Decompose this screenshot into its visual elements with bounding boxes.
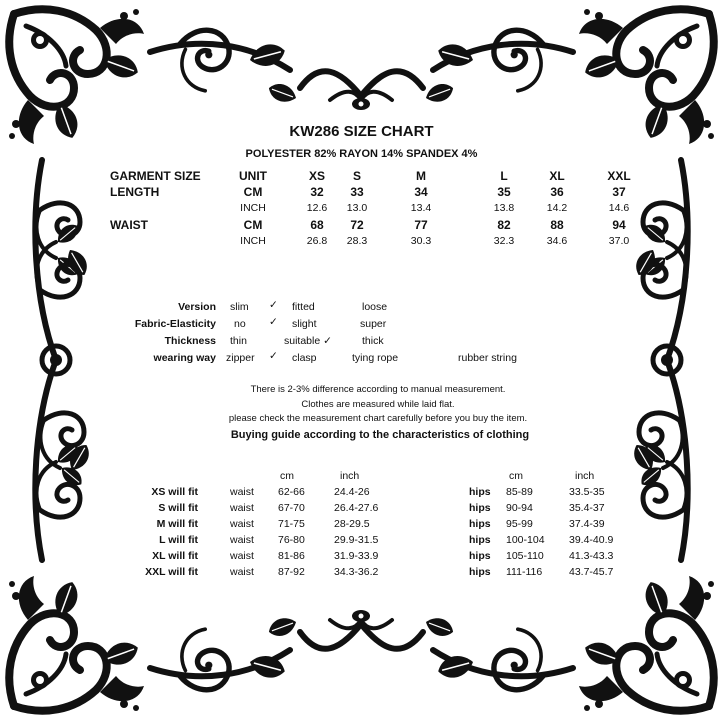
header-hips-cm: cm <box>509 470 523 482</box>
attr-option: rubber string <box>458 352 517 364</box>
cell-value: 32.3 <box>493 235 515 247</box>
attr-label-version: Version <box>178 301 216 313</box>
row-unit: INCH <box>240 235 266 247</box>
cell-value: 34.6 <box>546 235 568 247</box>
fabric-composition: POLYESTER 82% RAYON 14% SPANDEX 4% <box>245 148 478 160</box>
fit-waist-inch: 31.9-33.9 <box>334 550 379 562</box>
fit-size-label: L will fit <box>159 534 198 546</box>
header-size-s: S <box>352 169 361 183</box>
fit-hips-inch: 33.5-35 <box>569 486 605 498</box>
note-line: Clothes are measured while laid flat. <box>301 399 455 410</box>
fit-waist-inch: 28-29.5 <box>334 518 370 530</box>
check-mark-icon: ✓ <box>269 299 278 311</box>
fit-hips-inch: 35.4-37 <box>569 502 605 514</box>
chart-title: KW286 SIZE CHART <box>289 123 434 140</box>
fit-waist-inch: 29.9-31.5 <box>334 534 379 546</box>
attr-option: thin <box>230 335 247 347</box>
cell-value: 32 <box>310 185 324 199</box>
cell-value: 30.3 <box>410 235 432 247</box>
cell-value: 36 <box>550 185 564 199</box>
fit-hips-label: hips <box>469 550 491 562</box>
header-hips-inch: inch <box>575 470 595 482</box>
cell-value: 88 <box>550 218 564 232</box>
header-size-xxl: XXL <box>607 169 631 183</box>
fit-size-label: XS will fit <box>151 486 198 498</box>
fit-hips-cm: 111-116 <box>506 566 543 578</box>
attr-option: thick <box>362 335 384 347</box>
cell-value: 33 <box>350 185 364 199</box>
fit-waist-label: waist <box>230 534 254 546</box>
fit-hips-label: hips <box>469 534 491 546</box>
attr-option: zipper <box>226 352 255 364</box>
header-unit: UNIT <box>239 169 267 183</box>
cell-value: 34 <box>414 185 428 199</box>
row-unit: INCH <box>240 202 266 214</box>
check-mark-icon: ✓ <box>269 350 278 362</box>
fit-size-label: S will fit <box>158 502 198 514</box>
attr-label-fabric-elasticity: Fabric-Elasticity <box>134 318 216 330</box>
fit-waist-label: waist <box>230 502 254 514</box>
fit-size-label: XXL will fit <box>145 566 198 578</box>
header-garment-size: GARMENT SIZE <box>110 169 201 183</box>
attr-option: tying rope <box>352 352 399 364</box>
fit-waist-label: waist <box>230 518 254 530</box>
fit-waist-cm: 87-92 <box>278 566 305 578</box>
cell-value: 68 <box>310 218 324 232</box>
row-label-waist: WAIST <box>110 218 148 232</box>
header-size-m: M <box>416 169 426 183</box>
fit-size-label: XL will fit <box>152 550 198 562</box>
cell-value: 94 <box>612 218 626 232</box>
attr-label-thickness: Thickness <box>164 335 216 347</box>
fit-hips-inch: 39.4-40.9 <box>569 534 614 546</box>
note-line: There is 2-3% difference according to manual measurement. <box>250 384 506 395</box>
fit-hips-label: hips <box>469 566 491 578</box>
fit-hips-cm: 105-110 <box>506 550 544 562</box>
header-size-l: L <box>500 169 508 183</box>
fit-waist-cm: 67-70 <box>278 502 305 514</box>
fit-waist-label: waist <box>230 486 254 498</box>
attr-option: suitable ✓ <box>284 335 332 347</box>
fit-hips-cm: 90-94 <box>506 502 533 514</box>
row-label-length: LENGTH <box>110 185 160 199</box>
fit-hips-cm: 95-99 <box>506 518 533 530</box>
cell-value: 35 <box>497 185 511 199</box>
check-mark-icon: ✓ <box>269 316 278 328</box>
header-waist-inch: inch <box>340 470 360 482</box>
fit-hips-inch: 37.4-39 <box>569 518 605 530</box>
buying-guide-title: Buying guide according to the characteristics of clothing <box>230 429 530 441</box>
cell-value: 14.6 <box>608 202 630 214</box>
fit-waist-cm: 71-75 <box>278 518 305 530</box>
fit-hips-inch: 43.7-45.7 <box>569 566 614 578</box>
fit-hips-label: hips <box>469 518 491 530</box>
fit-hips-label: hips <box>469 486 491 498</box>
fit-hips-inch: 41.3-43.3 <box>569 550 614 562</box>
fit-hips-label: hips <box>469 502 491 514</box>
header-waist-cm: cm <box>280 470 294 482</box>
row-unit: CM <box>243 185 263 199</box>
fit-hips-cm: 100-104 <box>506 534 545 546</box>
fit-waist-label: waist <box>230 566 254 578</box>
cell-value: 14.2 <box>546 202 568 214</box>
fit-waist-cm: 62-66 <box>278 486 305 498</box>
fit-waist-inch: 26.4-27.6 <box>334 502 379 514</box>
cell-value: 77 <box>414 218 428 232</box>
fit-waist-label: waist <box>230 550 254 562</box>
cell-value: 37.0 <box>608 235 630 247</box>
attr-option: super <box>360 318 387 330</box>
attr-label-wearing-way: wearing way <box>153 352 216 364</box>
attr-option: slight <box>292 318 317 330</box>
fit-waist-cm: 76-80 <box>278 534 305 546</box>
cell-value: 26.8 <box>306 235 328 247</box>
cell-value: 82 <box>497 218 511 232</box>
cell-value: 28.3 <box>346 235 368 247</box>
row-unit: CM <box>243 218 263 232</box>
cell-value: 13.4 <box>410 202 432 214</box>
cell-value: 37 <box>612 185 626 199</box>
fit-size-label: M will fit <box>156 518 198 530</box>
header-size-xs: XS <box>308 169 325 183</box>
attr-option: loose <box>362 301 388 313</box>
fit-waist-cm: 81-86 <box>278 550 305 562</box>
cell-value: 12.6 <box>306 202 328 214</box>
cell-value: 13.8 <box>493 202 515 214</box>
note-line: please check the measurement chart carefully before you buy the item. <box>228 413 528 424</box>
cell-value: 72 <box>350 218 364 232</box>
fit-waist-inch: 34.3-36.2 <box>334 566 379 578</box>
attr-option: fitted <box>292 301 315 313</box>
fit-hips-cm: 85-89 <box>506 486 533 498</box>
fit-waist-inch: 24.4-26 <box>334 486 370 498</box>
attr-option: no <box>234 318 246 330</box>
attr-option: slim <box>230 301 249 313</box>
cell-value: 13.0 <box>346 202 368 214</box>
attr-option: clasp <box>292 352 317 364</box>
header-size-xl: XL <box>549 169 565 183</box>
